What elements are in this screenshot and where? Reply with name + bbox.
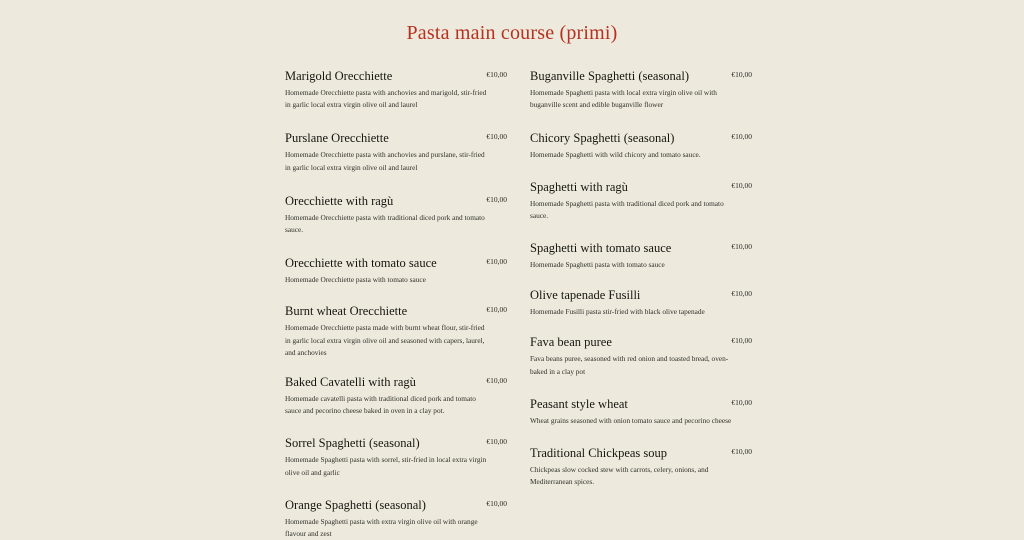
menu-item-name: Orange Spaghetti (seasonal) xyxy=(285,497,426,512)
menu-item xyxy=(285,303,509,359)
menu-item-name: Spaghetti with ragù xyxy=(530,179,628,194)
menu-column-right xyxy=(530,68,754,488)
menu-item-description: Homemade Orecchiette pasta with traditional diced pork and tomato sauce. xyxy=(285,212,485,235)
menu-item xyxy=(530,287,754,318)
menu-item xyxy=(530,334,754,377)
menu-item-name: Traditional Chickpeas soup xyxy=(530,446,668,461)
menu-item-name: Purslane Orecchiette xyxy=(285,131,389,146)
menu-item xyxy=(285,68,509,111)
menu-item-name: Chicory Spaghetti (seasonal) xyxy=(530,131,675,146)
menu-item-description: Homemade Orecchiette pasta with tomato sauce xyxy=(285,275,426,285)
menu-item-price: €10,00 xyxy=(486,257,507,267)
menu-item-description: Homemade Spaghetti pasta with tomato sauce xyxy=(530,260,665,270)
menu-item-name: Orecchiette with ragù xyxy=(285,193,394,208)
menu-item-description: Homemade Spaghetti pasta with traditional diced pork and tomato sauce. xyxy=(530,198,724,220)
menu-item-name: Fava bean puree xyxy=(530,335,612,350)
menu-item xyxy=(530,396,754,427)
menu-item-description: Homemade Spaghetti pasta with sorrel, stir-fried in local extra virgin olive oil and garlic xyxy=(285,455,487,477)
menu-item-price: €10,00 xyxy=(486,305,507,315)
menu-item-price: €10,00 xyxy=(731,447,752,457)
menu-item-price: €10,00 xyxy=(486,70,507,79)
menu-item-price: €10,00 xyxy=(731,397,752,407)
menu-item-description: Homemade Spaghetti pasta with extra virgin olive oil with orange flavour and zest xyxy=(285,516,478,539)
menu-item-description: Homemade cavatelli pasta with traditional diced pork and tomato sauce and pecorino cheese baked in oven in a clay pot. xyxy=(285,394,476,416)
menu-item xyxy=(530,179,754,222)
menu-item xyxy=(530,68,754,111)
menu-item-price: €10,00 xyxy=(486,498,507,508)
menu-item-description: Homemade Orecchiette pasta with anchovies and marigold, stir-fried in garlic local extra virgin olive oil and laurel xyxy=(285,88,487,110)
menu-item-name: Buganville Spaghetti (seasonal) xyxy=(530,69,689,83)
menu-item-name: Olive tapenade Fusilli xyxy=(530,288,641,303)
menu-item-name: Spaghetti with tomato sauce xyxy=(530,241,672,256)
menu-item-description: Fava beans puree, seasoned with red onion and toasted bread, oven-baked in a clay pot xyxy=(530,354,729,376)
menu-item-price: €10,00 xyxy=(731,242,752,252)
menu-item xyxy=(285,130,509,173)
menu-item-price: €10,00 xyxy=(731,289,752,299)
menu-item-price: €10,00 xyxy=(486,437,507,447)
menu-item-price: €10,00 xyxy=(731,70,752,79)
menu-item xyxy=(285,435,509,478)
menu-item xyxy=(285,497,509,540)
menu-item-name: Marigold Orecchiette xyxy=(285,69,393,83)
menu-item-description: Homemade Fusilli pasta stir-fried with black olive tapenade xyxy=(530,307,705,317)
menu-item-price: €10,00 xyxy=(731,180,752,190)
menu-column-left xyxy=(285,68,509,540)
menu-item-name: Sorrel Spaghetti (seasonal) xyxy=(285,436,420,451)
menu-item-price: €10,00 xyxy=(486,194,507,204)
menu-item-price: €10,00 xyxy=(731,132,752,142)
menu-item-price: €10,00 xyxy=(486,132,507,142)
menu-item xyxy=(285,255,509,286)
menu-item-name: Orecchiette with tomato sauce xyxy=(285,256,437,271)
menu-item-description: Wheat grains seasoned with onion tomato sauce and pecorino cheese xyxy=(530,415,732,425)
menu-item-description: Homemade Spaghetti pasta with local extra virgin olive oil with buganville scent and edible buganville flower xyxy=(530,88,717,110)
menu-item-name: Baked Cavatelli with ragù xyxy=(285,375,416,390)
menu-item-description: Chickpeas slow cocked stew with carrots, celery, onions, and Mediterranean spices. xyxy=(530,465,709,487)
menu-item xyxy=(285,374,509,417)
menu-item xyxy=(530,445,754,488)
menu-item-name: Burnt wheat Orecchiette xyxy=(285,304,408,319)
menu-item-name: Peasant style wheat xyxy=(530,396,628,411)
menu-item-price: €10,00 xyxy=(486,376,507,386)
menu-item xyxy=(285,193,509,236)
menu-item-description: Homemade Spaghetti with wild chicory and tomato sauce. xyxy=(530,150,701,160)
menu-item-description: Homemade Orecchiette pasta made with burnt wheat flour, stir-fried in garlic local extra virgin olive oil and seasoned with capers, laurel, and anchovies xyxy=(285,323,485,357)
menu-item-description: Homemade Orecchiette pasta with anchovies and purslane, stir-fried in garlic local extra virgin olive oil and laurel xyxy=(285,150,485,172)
menu-item xyxy=(530,130,754,161)
page-title: Pasta main course (primi) xyxy=(406,22,618,44)
menu-item-price: €10,00 xyxy=(731,336,752,346)
menu-item xyxy=(530,240,754,271)
